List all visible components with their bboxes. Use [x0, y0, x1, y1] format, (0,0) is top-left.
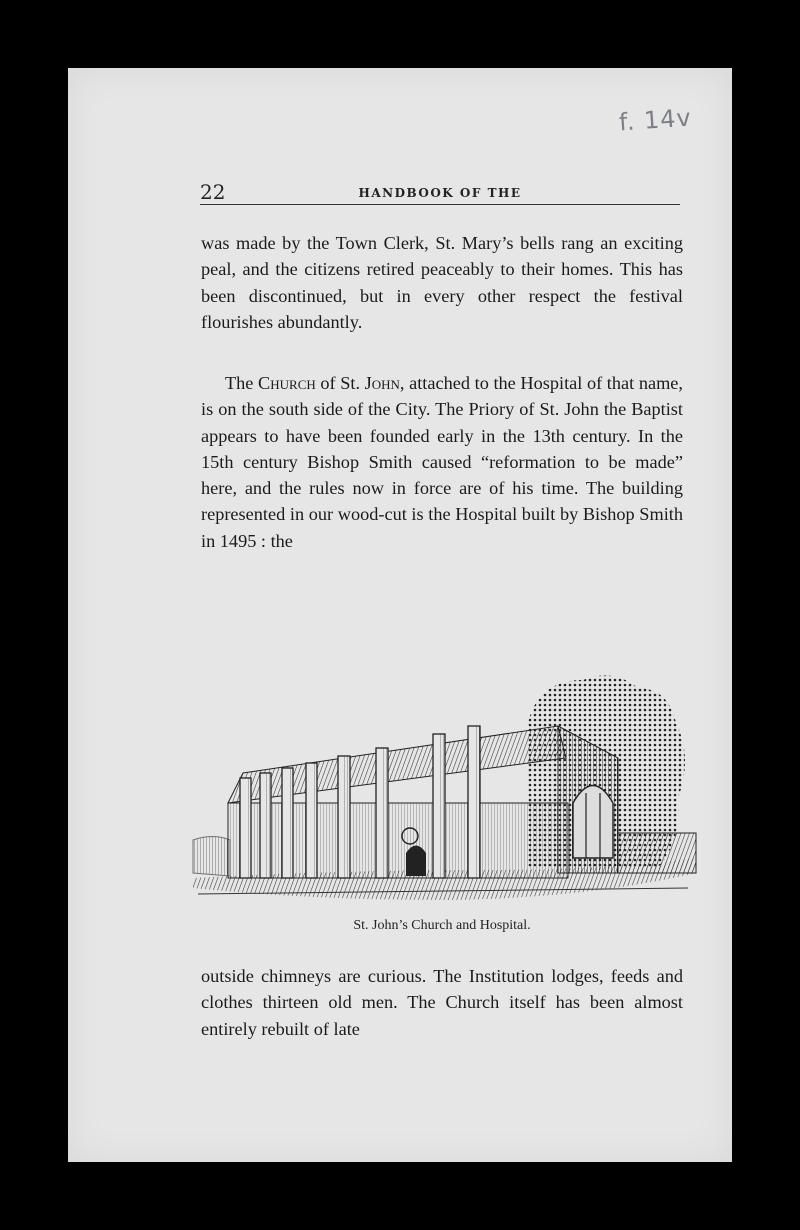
church-small-caps: Church — [258, 373, 316, 393]
page-number: 22 — [200, 180, 226, 204]
paragraph-2-text-b: of St. — [315, 373, 365, 393]
illustration-caption: St. John’s Church and Hospital. — [353, 918, 531, 933]
paragraph-2-text-a: The — [225, 373, 259, 393]
running-head-title: HANDBOOK OF THE — [358, 186, 522, 200]
running-head — [200, 180, 680, 205]
paragraph-1: was made by the Town Clerk, St. Mary’s bells rang an exciting peal, and the citizens retired peaceably to their homes. This has been discontinued, but in every other respect the festival flourishes abundantly. — [201, 233, 683, 332]
handwritten-folio-annotation: f. 14v — [618, 103, 693, 137]
paragraph-2 — [201, 370, 683, 554]
book-page — [68, 68, 732, 1162]
paragraph-2-text-c: , attached to the Hospital of that name, is on the south side of the City. The Priory of St. John the Baptist appears to have been founded early in the 13th century. In the 15th century Bishop Smith caused “reformation to be made” here, and the rules now in force are of his time. The building represented in our wood-cut is the Hospital built by Bishop Smith in 1495 : the — [201, 373, 683, 551]
woodcut-illustration — [188, 608, 700, 908]
john-small-caps: John — [364, 373, 400, 393]
paragraph-3: outside chimneys are curious. The Institution lodges, feeds and clothes thirteen old men. The Church itself has been almost entirely rebuilt of late — [201, 966, 683, 1039]
